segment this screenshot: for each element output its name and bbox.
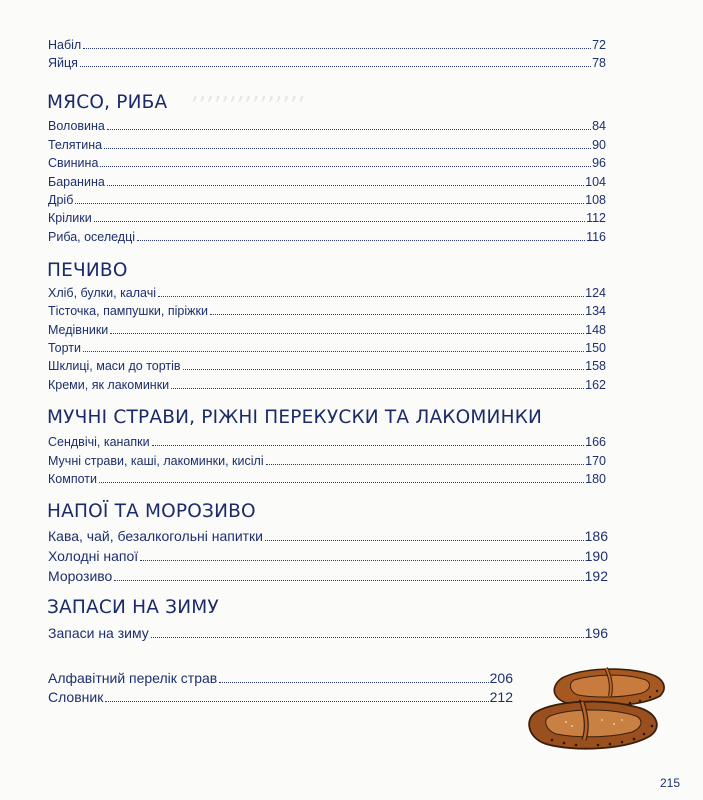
toc-entry[interactable] xyxy=(48,434,606,450)
toc-entry-page: 162 xyxy=(585,378,606,392)
toc-entry-page: 116 xyxy=(586,230,606,244)
toc-entry-alphabetical-index[interactable] xyxy=(48,670,513,687)
toc-entry-label: Кава, чай, безалкогольні напитки xyxy=(48,528,263,544)
toc-entry-label: Хліб, булки, калачі xyxy=(48,286,157,300)
leader-dots xyxy=(107,185,584,186)
toc-entry-label: Шклиці, маси до тортів xyxy=(48,359,181,373)
toc-entry[interactable] xyxy=(48,229,606,245)
toc-entry-label: Холодні напої xyxy=(48,548,139,564)
leader-dots xyxy=(94,221,585,222)
toc-entry-label: Воловина xyxy=(48,119,105,133)
toc-entry[interactable] xyxy=(48,377,606,393)
toc-entry-page: 134 xyxy=(585,304,606,318)
toc-entry-label: Крілики xyxy=(48,211,92,225)
leader-dots xyxy=(265,540,584,541)
toc-entry[interactable] xyxy=(48,528,608,545)
leader-dots xyxy=(158,296,584,297)
toc-entry[interactable] xyxy=(48,358,606,374)
leader-dots xyxy=(75,203,584,204)
toc-entry-label: Тісточка, пампушки, піріжки xyxy=(48,304,208,318)
toc-entry-label: Телятина xyxy=(48,138,103,152)
toc-entry[interactable] xyxy=(48,192,606,208)
toc-entry[interactable] xyxy=(48,548,608,565)
toc-entry-page: 206 xyxy=(489,670,513,686)
toc-entry-page: 186 xyxy=(584,528,608,544)
toc-entry[interactable] xyxy=(48,210,606,226)
leader-dots xyxy=(83,351,584,352)
leader-dots xyxy=(104,148,591,149)
section-heading-meat-fish: МЯСО, РИБА xyxy=(47,92,168,113)
toc-entry-label: Запаси на зиму xyxy=(48,625,149,641)
toc-entry-label: Морозиво xyxy=(48,568,113,584)
toc-entry[interactable] xyxy=(48,453,606,469)
leader-dots xyxy=(114,580,583,581)
toc-entry[interactable] xyxy=(48,340,606,356)
toc-entry-page: 196 xyxy=(584,625,608,641)
leader-dots xyxy=(183,369,585,370)
toc-entry-page: 72 xyxy=(592,38,606,52)
toc-entry-label: Сендвічі, канапки xyxy=(48,435,150,449)
toc-entry-page: 212 xyxy=(489,689,513,705)
leader-dots xyxy=(99,482,584,483)
page-number: 215 xyxy=(659,776,680,790)
toc-entry-label: Торти xyxy=(48,341,81,355)
shoe-front xyxy=(529,702,657,749)
leader-dots xyxy=(219,682,488,683)
toc-entry-label: Словник xyxy=(48,689,104,705)
toc-entry-page: 84 xyxy=(592,119,606,133)
toc-entry[interactable] xyxy=(48,118,606,134)
toc-entry-page: 180 xyxy=(585,472,606,486)
toc-entry-page: 148 xyxy=(585,323,606,337)
toc-entry-label: Баранина xyxy=(48,175,105,189)
toc-entry-label: Креми, як лакоминки xyxy=(48,378,170,392)
toc-entry-label: Алфавітний перелік страв xyxy=(48,670,218,686)
toc-entry-page: 170 xyxy=(585,454,606,468)
toc-entry-label: Риба, оселедці xyxy=(48,230,136,244)
toc-entry-label: Дріб xyxy=(48,193,74,207)
toc-entry-page: 192 xyxy=(584,568,608,584)
toc-entry-page: 96 xyxy=(592,156,606,170)
toc-entry[interactable] xyxy=(48,568,608,585)
leader-dots xyxy=(152,445,585,446)
leader-dots xyxy=(151,637,584,638)
toc-entry-page: 78 xyxy=(592,56,606,70)
bleed-through-text: ʼʼʼʼʼʼʼʼʼʼʼʼʼʼʼ xyxy=(190,92,305,120)
leader-dots xyxy=(266,464,585,465)
toc-entry-page: 190 xyxy=(584,548,608,564)
toc-entry-page: 150 xyxy=(585,341,606,355)
toc-entry[interactable] xyxy=(48,625,608,642)
leader-dots xyxy=(137,240,585,241)
toc-entry-label: Свинина xyxy=(48,156,99,170)
toc-entry-page: 90 xyxy=(592,138,606,152)
toc-entry-label: Яйця xyxy=(48,56,78,70)
toc-entry[interactable] xyxy=(48,303,606,319)
toc-entry-page: 158 xyxy=(585,359,606,373)
toc-entry-label: Медівники xyxy=(48,323,109,337)
toc-entry-page: 124 xyxy=(585,286,606,300)
toc-entry[interactable] xyxy=(48,174,606,190)
leader-dots xyxy=(107,129,591,130)
toc-entry[interactable] xyxy=(48,322,606,338)
section-heading-winter-stock: ЗАПАСИ НА ЗИМУ xyxy=(47,597,219,618)
section-heading-flour-dishes: МУЧНІ СТРАВИ, РІЖНІ ПЕРЕКУСКИ ТА ЛАКОМИНКИ xyxy=(47,407,543,428)
toc-entry[interactable] xyxy=(48,471,606,487)
leader-dots xyxy=(80,66,591,67)
toc-entry-label: Компоти xyxy=(48,472,97,486)
toc-entry[interactable] xyxy=(48,155,606,171)
toc-entry-page: 104 xyxy=(585,175,606,189)
toc-entry[interactable] xyxy=(48,137,606,153)
toc-entry-page: 112 xyxy=(586,211,606,225)
toc-entry-page: 108 xyxy=(585,193,606,207)
leader-dots xyxy=(210,314,584,315)
toc-entry-page: 166 xyxy=(585,435,606,449)
leader-dots xyxy=(83,48,591,49)
toc-entry[interactable] xyxy=(48,285,606,301)
leader-dots xyxy=(100,166,591,167)
toc-entry[interactable] xyxy=(48,37,606,53)
toc-entry-glossary[interactable] xyxy=(48,689,513,706)
section-heading-pastry: ПЕЧИВО xyxy=(47,260,128,281)
leader-dots xyxy=(171,388,584,389)
toc-entry-label: Набіл xyxy=(48,38,82,52)
shoe-back xyxy=(554,668,664,706)
toc-entry-label: Мучні страви, каші, лакоминки, кисілі xyxy=(48,454,264,468)
toc-entry[interactable] xyxy=(48,55,606,71)
leader-dots xyxy=(105,701,488,702)
section-heading-drinks: НАПОЇ ТА МОРОЗИВО xyxy=(47,501,256,522)
leather-shoes-illustration xyxy=(522,660,672,760)
leader-dots xyxy=(110,333,584,334)
leader-dots xyxy=(140,560,584,561)
